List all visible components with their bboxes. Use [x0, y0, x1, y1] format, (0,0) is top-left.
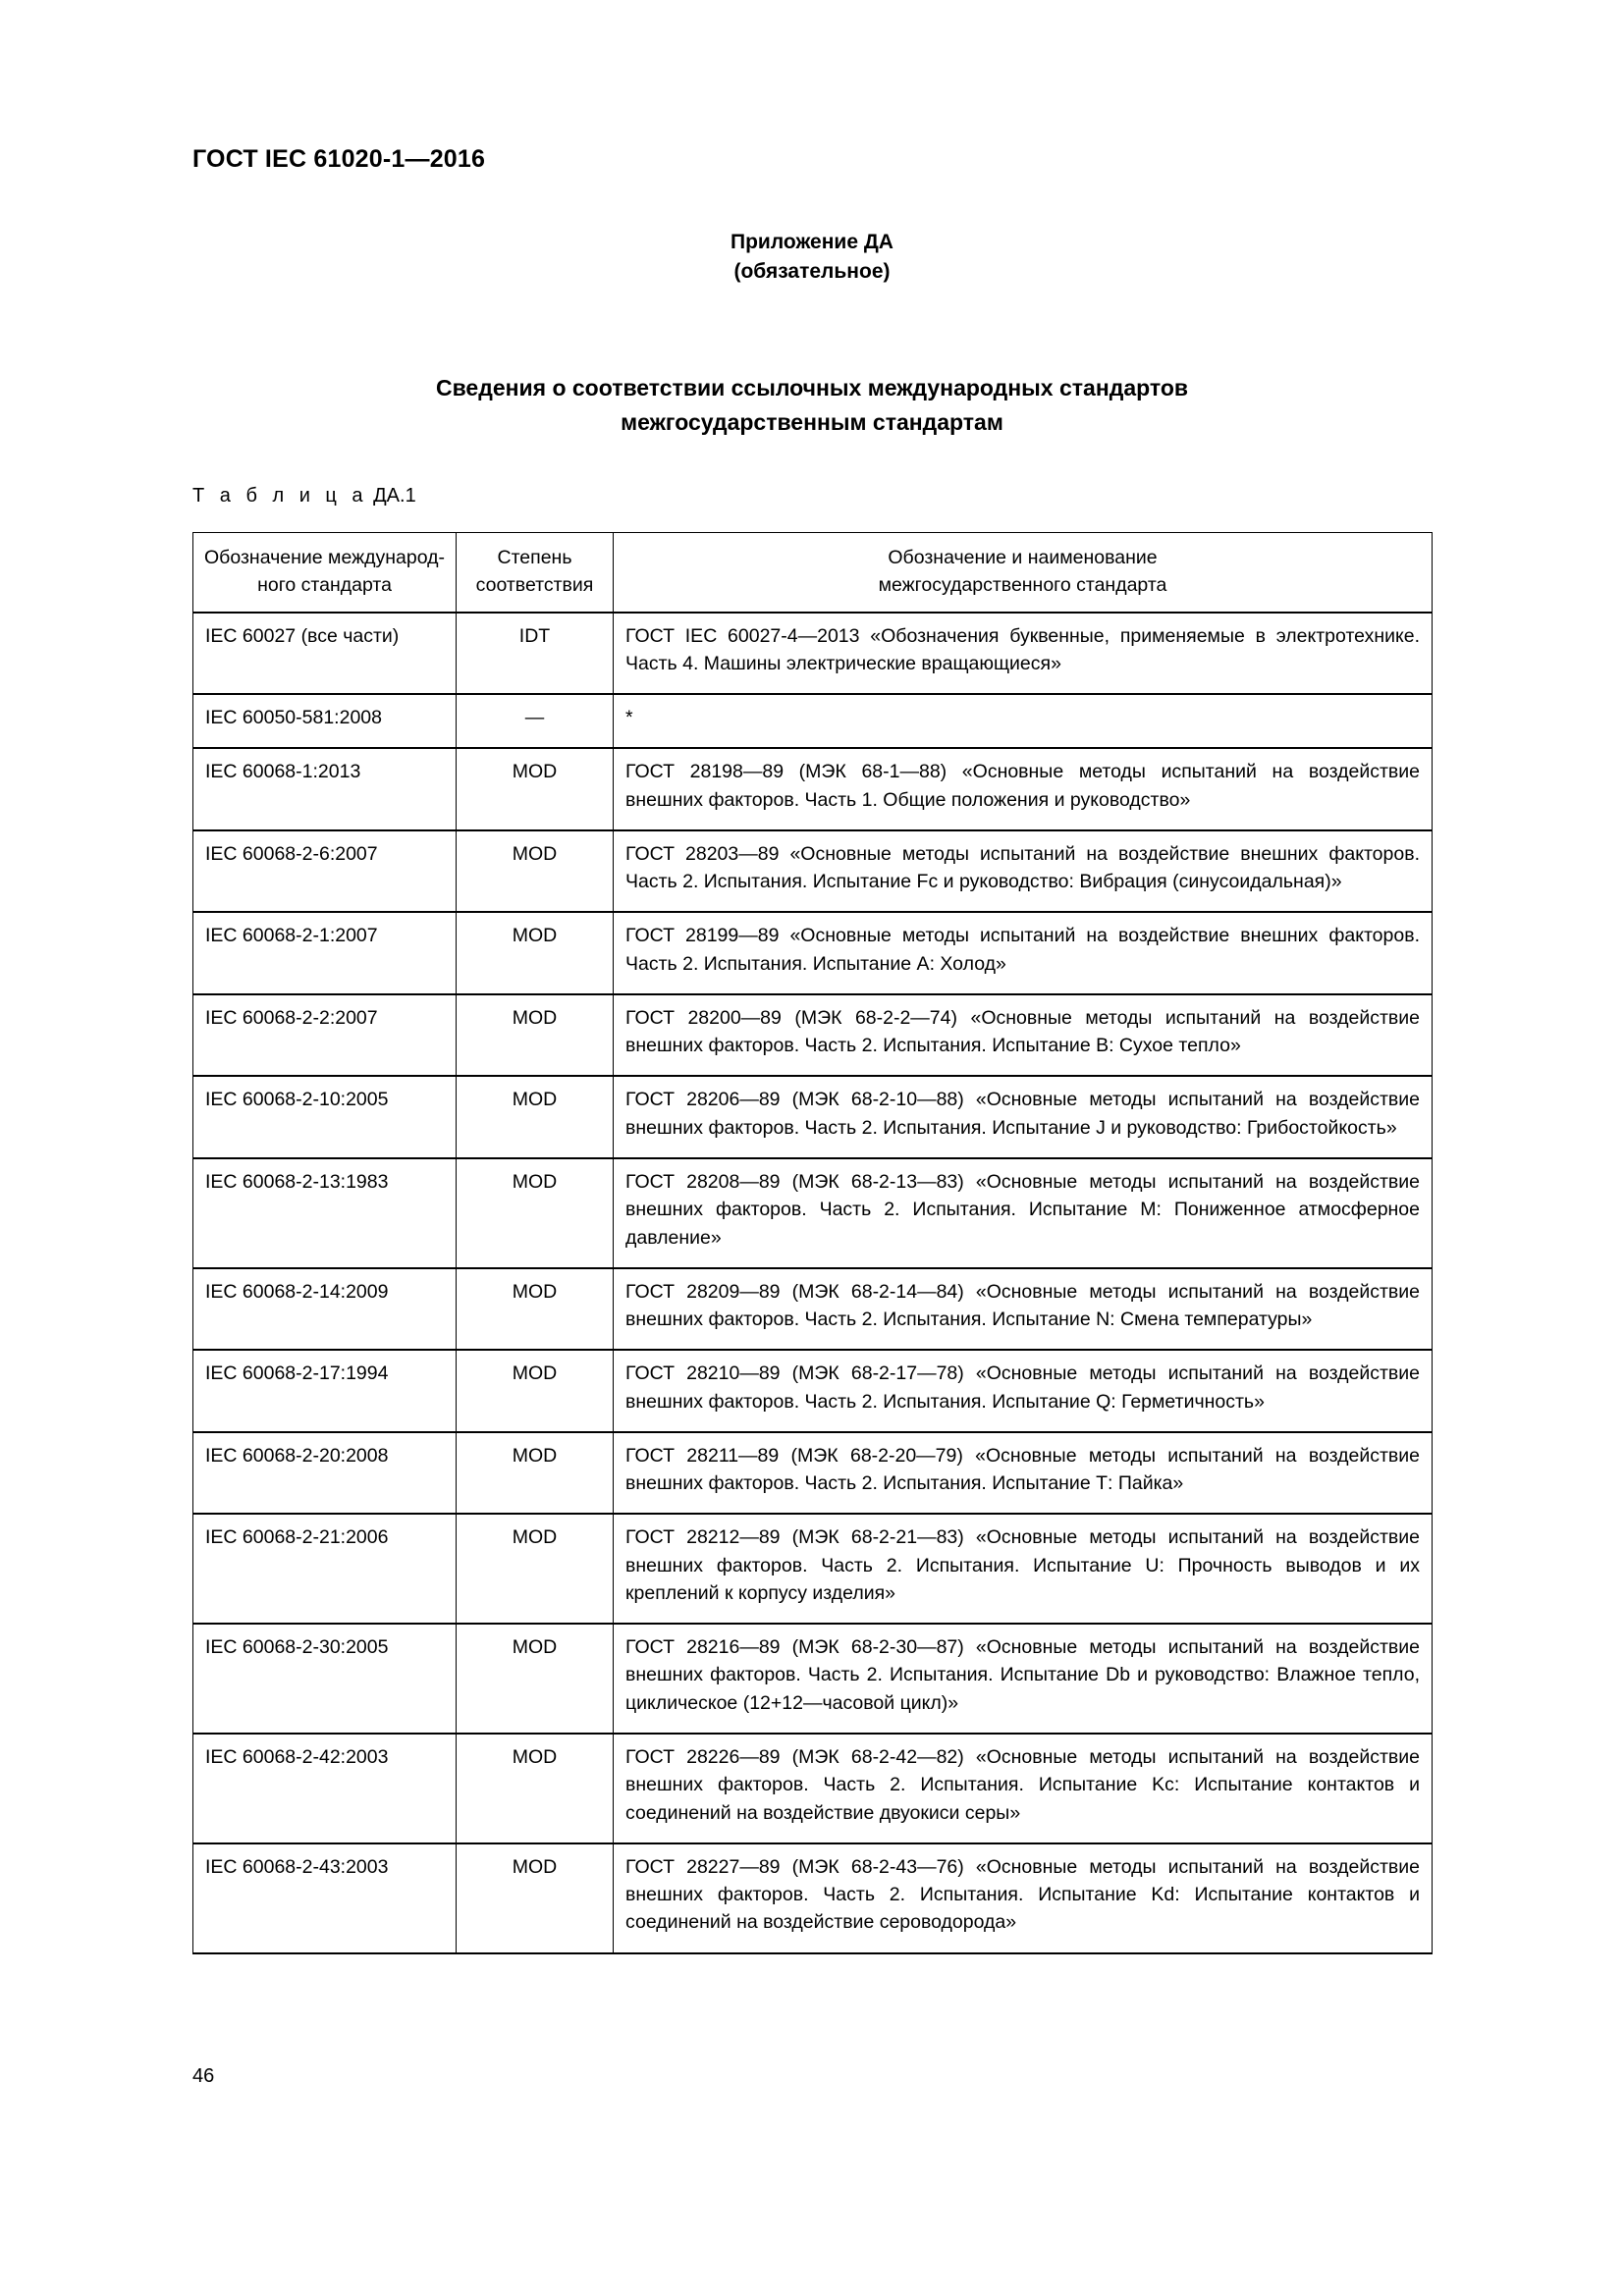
annex-subtitle: (обязательное)	[733, 259, 891, 283]
cell-international-standard: IEC 60068-2-17:1994	[193, 1350, 457, 1432]
column-header-international-standard	[193, 533, 457, 613]
column-header-interstate-standard	[614, 533, 1433, 613]
cell-interstate-standard: ГОСТ 28199—89 «Основные методы испытаний на воздействие внешних факторов. Часть 2. Испытания. Испытание А: Холод»	[614, 912, 1433, 994]
table-row	[193, 748, 1433, 830]
column-header-degree-line1: Степень	[497, 547, 572, 568]
table-row	[193, 1514, 1433, 1624]
cell-degree-of-correspondence: MOD	[457, 912, 614, 994]
cell-degree-of-correspondence: IDT	[457, 613, 614, 695]
cell-international-standard: IEC 60068-2-13:1983	[193, 1158, 457, 1268]
cell-interstate-standard: ГОСТ 28209—89 (МЭК 68-2-14—84) «Основные методы испытаний на воздействие внешних факторов. Часть 2. Испытания. Испытание N: Смена температуры»	[614, 1268, 1433, 1351]
cell-degree-of-correspondence: MOD	[457, 1432, 614, 1515]
table-row	[193, 1843, 1433, 1953]
table-row	[193, 1432, 1433, 1515]
cell-degree-of-correspondence: MOD	[457, 1268, 614, 1351]
table-caption-word: Т а б л и ц а	[192, 485, 368, 507]
cell-degree-of-correspondence: MOD	[457, 1158, 614, 1268]
cell-degree-of-correspondence: MOD	[457, 1514, 614, 1624]
table-row	[193, 830, 1433, 913]
cell-international-standard: IEC 60068-2-2:2007	[193, 994, 457, 1077]
annex-title: Приложение ДА	[731, 231, 893, 253]
cell-degree-of-correspondence: MOD	[457, 994, 614, 1077]
cell-international-standard: IEC 60068-2-43:2003	[193, 1843, 457, 1953]
cell-degree-of-correspondence: MOD	[457, 1734, 614, 1843]
table-row	[193, 1076, 1433, 1158]
cell-degree-of-correspondence: MOD	[457, 830, 614, 913]
cell-degree-of-correspondence: MOD	[457, 1843, 614, 1953]
correspondence-table-wrapper	[192, 532, 1432, 1954]
table-row	[193, 1158, 1433, 1268]
table-header-row	[193, 533, 1433, 613]
cell-interstate-standard: ГОСТ IEC 60027-4—2013 «Обозначения буквенные, применяемые в электротехнике. Часть 4. Машины электрические вращающиеся»	[614, 613, 1433, 695]
cell-interstate-standard: ГОСТ 28208—89 (МЭК 68-2-13—83) «Основные методы испытаний на воздействие внешних факторов. Часть 2. Испытания. Испытание М: Пониженное атмосферное давление»	[614, 1158, 1433, 1268]
cell-interstate-standard: ГОСТ 28198—89 (МЭК 68-1—88) «Основные методы испытаний на воздействие внешних факторов. Часть 1. Общие положения и руководство»	[614, 748, 1433, 830]
column-header-interstate-line1: Обозначение и наименование	[888, 547, 1158, 568]
cell-interstate-standard: ГОСТ 28200—89 (МЭК 68-2-2—74) «Основные методы испытаний на воздействие внешних факторов. Часть 2. Испытания. Испытание В: Сухое тепло»	[614, 994, 1433, 1077]
annex-heading	[0, 228, 1624, 287]
cell-degree-of-correspondence: —	[457, 694, 614, 748]
cell-international-standard: IEC 60068-2-1:2007	[193, 912, 457, 994]
column-header-degree-of-correspondence	[457, 533, 614, 613]
cell-interstate-standard: ГОСТ 28203—89 «Основные методы испытаний на воздействие внешних факторов. Часть 2. Испытания. Испытание Fc и руководство: Вибрация (синусоидальная)»	[614, 830, 1433, 913]
page-title-line2: межгосударственным стандартам	[621, 408, 1003, 435]
cell-international-standard: IEC 60027 (все части)	[193, 613, 457, 695]
document-header: ГОСТ IEC 61020-1—2016	[192, 145, 486, 173]
cell-interstate-standard: ГОСТ 28227—89 (МЭК 68-2-43—76) «Основные методы испытаний на воздействие внешних факторов. Часть 2. Испытания. Испытание Kd: Испытание контактов и соединений на воздействие сероводорода»	[614, 1843, 1433, 1953]
cell-international-standard: IEC 60068-2-10:2005	[193, 1076, 457, 1158]
cell-degree-of-correspondence: MOD	[457, 748, 614, 830]
correspondence-table	[192, 532, 1433, 1954]
cell-degree-of-correspondence: MOD	[457, 1076, 614, 1158]
cell-interstate-standard: ГОСТ 28210—89 (МЭК 68-2-17—78) «Основные методы испытаний на воздействие внешних факторов. Часть 2. Испытания. Испытание Q: Герметичность»	[614, 1350, 1433, 1432]
cell-international-standard: IEC 60068-1:2013	[193, 748, 457, 830]
table-row	[193, 1734, 1433, 1843]
table-caption-number: ДА.1	[373, 485, 416, 507]
column-header-degree-line2: соответствия	[475, 574, 594, 597]
cell-degree-of-correspondence: MOD	[457, 1624, 614, 1734]
table-row	[193, 694, 1433, 748]
cell-international-standard: IEC 60068-2-6:2007	[193, 830, 457, 913]
column-header-international-standard-line1: Обозначение международ-	[204, 547, 445, 568]
table-row	[193, 1624, 1433, 1734]
cell-interstate-standard: *	[614, 694, 1433, 748]
cell-interstate-standard: ГОСТ 28226—89 (МЭК 68-2-42—82) «Основные методы испытаний на воздействие внешних факторов. Часть 2. Испытания. Испытание Kc: Испытание контактов и соединений на воздействие двуокиси серы»	[614, 1734, 1433, 1843]
cell-international-standard: IEC 60068-2-14:2009	[193, 1268, 457, 1351]
cell-interstate-standard: ГОСТ 28216—89 (МЭК 68-2-30—87) «Основные методы испытаний на воздействие внешних факторов. Часть 2. Испытания. Испытание Db и руководство: Влажное тепло, циклическое (12+12—часовой цикл)»	[614, 1624, 1433, 1734]
table-header	[193, 533, 1433, 613]
cell-interstate-standard: ГОСТ 28206—89 (МЭК 68-2-10—88) «Основные методы испытаний на воздействие внешних факторов. Часть 2. Испытания. Испытание J и руководство: Грибостойкость»	[614, 1076, 1433, 1158]
cell-interstate-standard: ГОСТ 28211—89 (МЭК 68-2-20—79) «Основные методы испытаний на воздействие внешних факторов. Часть 2. Испытания. Испытание Т: Пайка»	[614, 1432, 1433, 1515]
cell-international-standard: IEC 60068-2-42:2003	[193, 1734, 457, 1843]
cell-degree-of-correspondence: MOD	[457, 1350, 614, 1432]
table-row	[193, 1268, 1433, 1351]
table-row	[193, 613, 1433, 695]
cell-international-standard: IEC 60068-2-21:2006	[193, 1514, 457, 1624]
cell-international-standard: IEC 60050-581:2008	[193, 694, 457, 748]
table-row	[193, 912, 1433, 994]
cell-international-standard: IEC 60068-2-30:2005	[193, 1624, 457, 1734]
column-header-international-standard-line2: ного стандарта	[257, 574, 392, 597]
table-row	[193, 994, 1433, 1077]
page-title	[0, 371, 1624, 439]
page-title-line1: Сведения о соответствии ссылочных международных стандартов	[435, 375, 1189, 400]
table-body	[193, 613, 1433, 1953]
page-number: 46	[192, 2065, 215, 2087]
table-caption	[192, 485, 416, 507]
table-row	[193, 1350, 1433, 1432]
column-header-interstate-line2: межгосударственного стандарта	[878, 574, 1167, 597]
cell-interstate-standard: ГОСТ 28212—89 (МЭК 68-2-21—83) «Основные методы испытаний на воздействие внешних факторов. Часть 2. Испытания. Испытание U: Прочность выводов и их креплений к корпусу изделия»	[614, 1514, 1433, 1624]
cell-international-standard: IEC 60068-2-20:2008	[193, 1432, 457, 1515]
